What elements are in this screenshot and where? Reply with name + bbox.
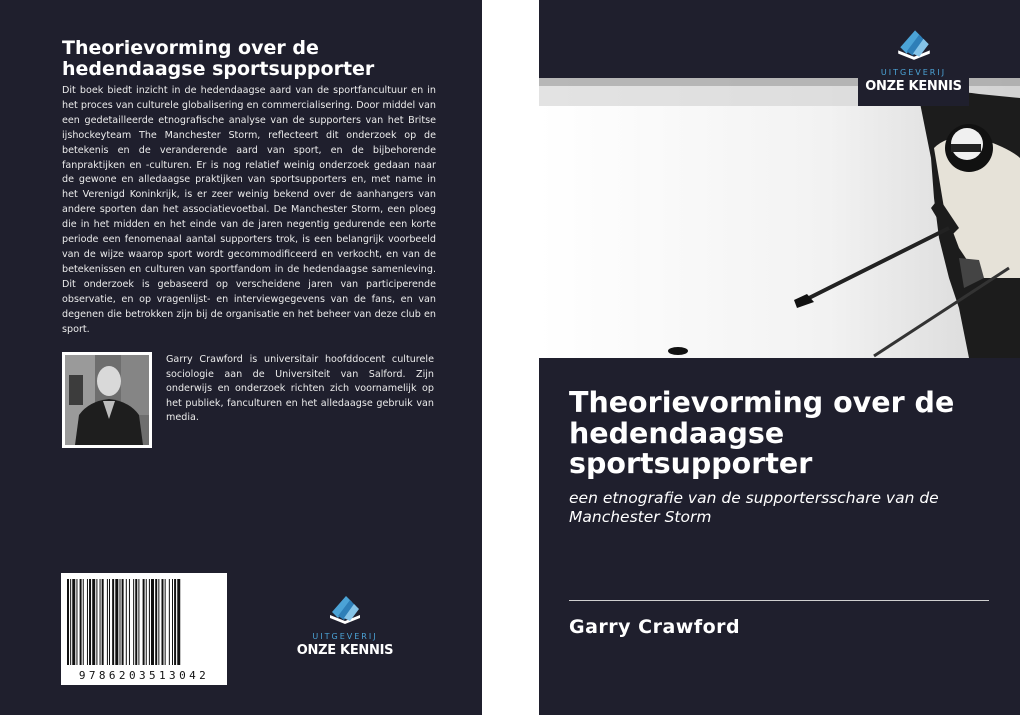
barcode-digits: 9786203513042 xyxy=(78,669,210,682)
barcode-bar xyxy=(122,579,124,665)
barcode-bar xyxy=(102,579,104,665)
publisher-logo-front xyxy=(858,18,969,106)
barcode-bar xyxy=(92,579,95,665)
barcode-bar xyxy=(96,579,97,665)
barcode-bar xyxy=(149,579,150,665)
title-line-3: sportsupporter xyxy=(569,447,813,480)
barcode-bar xyxy=(107,579,108,665)
isbn-barcode xyxy=(61,573,227,685)
back-cover-title xyxy=(62,38,442,80)
back-title-line-2: hedendaagse sportsupporter xyxy=(62,58,375,80)
barcode-bar xyxy=(126,579,127,665)
barcode-bar xyxy=(158,579,159,665)
book-title xyxy=(569,388,999,480)
barcode-bar xyxy=(155,579,157,665)
title-line-2: hedendaagse xyxy=(569,416,785,450)
barcode-bar xyxy=(143,579,145,665)
barcode-bar xyxy=(138,579,139,665)
barcode-bar xyxy=(133,579,134,665)
barcode-bar xyxy=(172,579,173,665)
barcode-bar xyxy=(146,579,147,665)
barcode-bar xyxy=(165,579,166,665)
barcode-bar xyxy=(169,579,170,665)
author-bio: Garry Crawford is universitair hoofddocent culturele sociologie aan de Universiteit van Salford. Zijn onderwijs en onderzoek richten zich voornamelijk op het publiek, fanculturen en het alledaagse gebruik van media. xyxy=(166,354,434,424)
subtitle-line-1: een etnografie van de supportersschare van de xyxy=(569,489,939,507)
publisher-small-text: UITGEVERIJ xyxy=(312,632,378,641)
publisher-name: ONZE KENNIS xyxy=(296,643,394,658)
hockey-player-photo xyxy=(539,78,1020,358)
barcode-bar xyxy=(129,579,130,665)
barcode-bar xyxy=(72,579,75,665)
barcode-bar xyxy=(151,579,154,665)
barcode-bar xyxy=(87,579,88,665)
book-stack-icon xyxy=(326,588,364,626)
barcode-bar xyxy=(70,579,71,665)
barcode-bar xyxy=(135,579,137,665)
author-name: Garry Crawford xyxy=(569,616,741,638)
back-cover xyxy=(0,0,482,715)
publisher-logo-back xyxy=(290,588,400,658)
divider-line xyxy=(569,600,989,601)
subtitle-line-2: Manchester Storm xyxy=(569,507,712,526)
barcode-bar xyxy=(174,579,176,665)
book-blurb: Dit boek biedt inzicht in de hedendaagse aard van de sportfancultuur en in het proces van culturele globalisering en commercialisering. Door middel van een gedetailleerde etnografische analyse van de supporters van het Britse ijshockeyteam The Manchester Storm, reflecteert dit onderzoek op de betekenis en de veranderende aard van sport, en de bijbehorende fanpraktijken en -culturen. Er is nog relatief weinig onderzoek gedaan naar de gewone en alledaagse praktijken van sportsupporters en, met name in het Verenigd Koninkrijk, is er zeer weinig bekend over de aanhangers van andere sporten dan het associatievoetbal. De Manchester Storm, een ploeg die in het midden en het einde van de jaren negentig gedurende een korte periode een fenomenaal aantal supporters trok, is een belangrijk voorbeeld van de wijze waarop sport wordt gecommodificeerd en verkocht, en van de betekenissen en culturen van sportfandom in de hedendaagse samenleving. Dit onderzoek is gebaseerd op verscheidene jaren van participerende observatie, en op vragenlijst- en interviewgegevens van de fans, en van degenen die betrokken zijn bij de organisatie en het beheer van deze club en sport. xyxy=(62,85,436,335)
barcode-bar xyxy=(67,579,69,665)
book-stack-icon xyxy=(894,22,934,62)
barcode-bar xyxy=(112,579,114,665)
barcode-bar xyxy=(100,579,101,665)
book-subtitle xyxy=(569,489,989,526)
barcode-bar xyxy=(76,579,77,665)
title-line-1: Theorievorming over de xyxy=(569,386,955,419)
barcode-bar xyxy=(115,579,118,665)
barcode-bar xyxy=(177,579,180,665)
author-photo xyxy=(62,352,152,448)
barcode-bar xyxy=(89,579,91,665)
barcode-bar xyxy=(109,579,110,665)
barcode-bar xyxy=(80,579,82,665)
back-title-line-1: Theorievorming over de xyxy=(62,37,319,59)
publisher-small-text: UITGEVERIJ xyxy=(880,68,947,77)
publisher-name: ONZE KENNIS xyxy=(865,79,962,94)
barcode-bar xyxy=(83,579,84,665)
barcode-bar xyxy=(162,579,164,665)
barcode-bar xyxy=(120,579,121,665)
